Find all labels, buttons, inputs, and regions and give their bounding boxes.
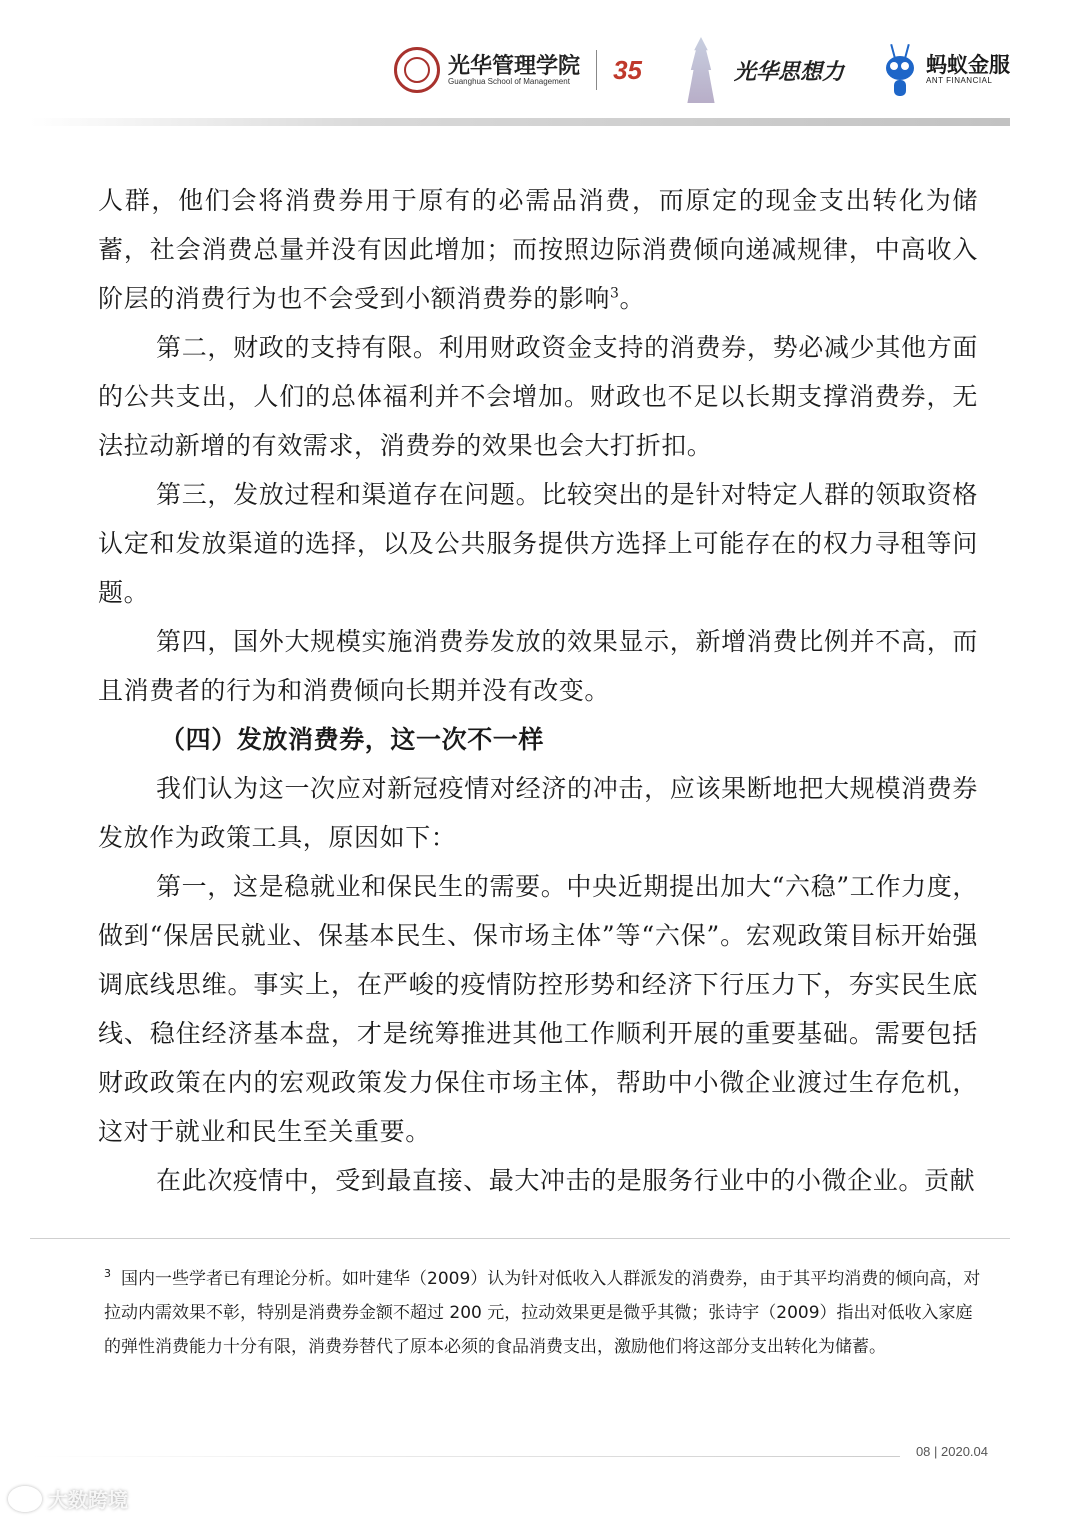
footnote-text: 国内一些学者已有理论分析。如叶建华（2009）认为针对低收入人群派发的消费券，由于其平均消费的倾向高，对拉动内需效果不彰，特别是消费券金额不超过 200 元，拉动效果更是微乎其微；张诗宇（2009）指出对低收入家庭的弹性消费能力十分有限，消费券替代了原本必须的食品消费支出，激励他们将这部分支出转化为储蓄。: [104, 1269, 981, 1357]
page-number: 08 | 2020.04: [915, 1444, 988, 1459]
ant-name-cn: 蚂蚁金服: [926, 53, 1010, 78]
footnote: [104, 1262, 984, 1364]
header-divider: [30, 118, 1010, 126]
watermark-logo-icon: [8, 1486, 42, 1512]
paragraph: 第一，这是稳就业和保民生的需要。中央近期提出加大“六稳”工作力度，做到“保居民就业、保基本民生、保市场主体”等“六保”。宏观政策目标开始强调底线思维。事实上，在严峻的疫情防控形势和经济下行压力下，夯实民生底线、稳住经济基本盘，才是统筹推进其他工作顺利开展的重要基础。需要包括财政政策在内的宏观政策发力保住市场主体，帮助中小微企业渡过生存危机，这对于就业和民生至关重要。: [98, 872, 978, 1146]
thinktank-logo: 光华思想力: [733, 58, 844, 85]
paragraph: 在此次疫情中，受到最直接、最大冲击的是服务行业中的小微企业。贡献: [156, 1166, 976, 1195]
ant-name-en: ANT FINANCIAL: [926, 76, 993, 86]
logo-divider: [596, 50, 597, 90]
paragraph: 第四，国外大规模实施消费券发放的效果显示，新增消费比例并不高，而且消费者的行为和消费倾向长期并没有改变。: [98, 627, 978, 705]
ant-mascot-icon: [880, 42, 920, 98]
page-number-divider: [30, 1456, 900, 1457]
paragraph: 第二，财政的支持有限。利用财政资金支持的消费券，势必减少其他方面的公共支出，人们的总体福利并不会增加。财政也不足以长期支撑消费券，无法拉动新增的有效需求，消费券的效果也会大打折扣。: [98, 333, 978, 460]
ant-financial-logo: [880, 42, 1010, 98]
peking-university-seal-icon: [394, 47, 440, 93]
watermark: [8, 1484, 128, 1513]
footnote-divider: [30, 1238, 1010, 1239]
school-name-cn: 光华管理学院: [448, 52, 581, 79]
main-content: [98, 176, 978, 1205]
tower-icon: [684, 37, 718, 103]
guanghua-logo: [394, 47, 580, 93]
paragraph: 人群，他们会将消费券用于原有的必需品消费，而原定的现金支出转化为储蓄，社会消费总量并没有因此增加；而按照边际消费倾向递减规律，中高收入阶层的消费行为也不会受到小额消费券的影响$^3$。: [98, 186, 978, 313]
footnote-mark: 3: [104, 1267, 111, 1281]
watermark-text: 大数跨境: [48, 1488, 128, 1512]
page-header: [394, 30, 1010, 110]
anniversary-logo: 35: [613, 54, 642, 85]
paragraph: 我们认为这一次应对新冠疫情对经济的冲击，应该果断地把大规模消费券发放作为政策工具，原因如下：: [98, 774, 978, 852]
paragraph: 第三，发放过程和渠道存在问题。比较突出的是针对特定人群的领取资格认定和发放渠道的选择，以及公共服务提供方选择上可能存在的权力寻租等问题。: [98, 480, 978, 607]
section-heading: （四）发放消费券，这一次不一样: [160, 725, 545, 754]
footnote-reference[interactable]: 3: [610, 285, 620, 302]
school-name-en: Guanghua School of Management: [448, 76, 570, 86]
